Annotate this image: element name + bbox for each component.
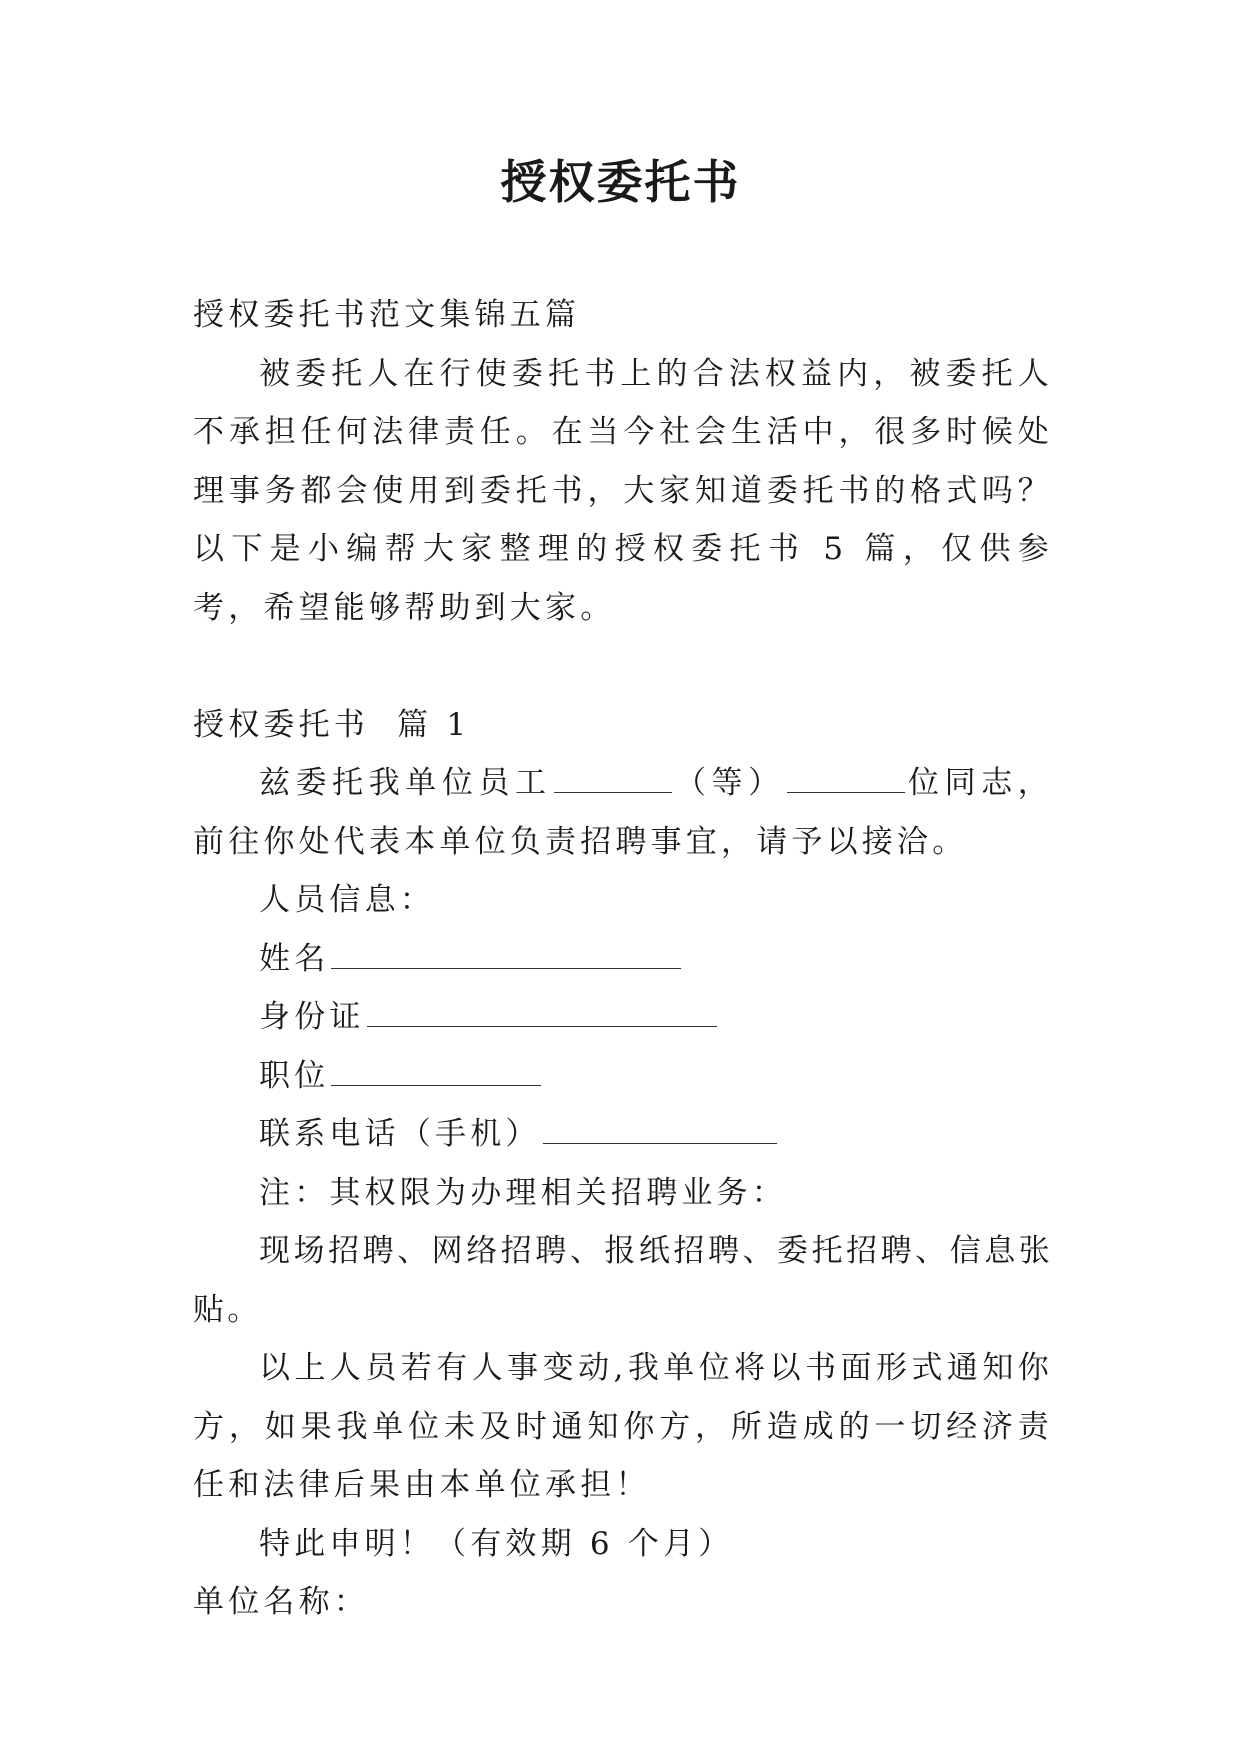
commission-text-b: （等） — [673, 765, 785, 801]
position-field — [193, 1047, 1053, 1106]
employee-blank — [554, 764, 672, 793]
change-paragraph: 以上人员若有人事变动,我单位将以书面形式通知你方，如果我单位未及时通知你方，所造成的一切经济责任和法律后果由本单位承担！ — [193, 1350, 1053, 1503]
position-blank — [331, 1057, 541, 1086]
note-paragraph: 注：其权限为办理相关招聘业务： — [259, 1174, 787, 1211]
spacer — [193, 637, 1053, 696]
id-label: 身份证 — [259, 999, 365, 1035]
commission-text-a: 兹委托我单位员工 — [259, 765, 552, 801]
phone-blank — [543, 1115, 777, 1144]
info-label: 人员信息： — [259, 882, 435, 918]
phone-field — [193, 1105, 1053, 1164]
section-heading: 授权委托书 篇 1 — [193, 706, 471, 743]
unit-name-label: 单位名称： — [193, 1584, 369, 1620]
methods-paragraph: 现场招聘、网络招聘、报纸招聘、委托招聘、信息张贴。 — [193, 1233, 1053, 1328]
id-field — [193, 988, 1053, 1047]
name-blank — [331, 940, 681, 969]
count-blank — [787, 764, 905, 793]
commission-text-c: 位同志，前往你处代表本单位负责招聘事宜，请予以接洽。 — [193, 765, 1053, 860]
document-subtitle: 授权委托书范文集锦五篇 — [193, 297, 581, 333]
name-field — [193, 930, 1053, 989]
id-blank — [367, 998, 717, 1027]
document-body — [193, 286, 1053, 1632]
name-label: 姓名 — [259, 940, 330, 977]
position-label: 职位 — [259, 1057, 330, 1094]
document-title: 授权委托书 — [500, 155, 741, 209]
declaration-paragraph: 特此申明！（有效期 6 个月） — [259, 1525, 734, 1562]
intro-paragraph: 被委托人在行使委托书上的合法权益内，被委托人不承担任何法律责任。在当今社会生活中，很多时候处理事务都会使用到委托书，大家知道委托书的格式吗？以下是小编帮大家整理的授权委托书 5 篇，仅供参考，希望能够帮助到大家。 — [193, 355, 1053, 626]
phone-label: 联系电话（手机） — [259, 1116, 541, 1152]
commission-paragraph — [193, 754, 1053, 871]
